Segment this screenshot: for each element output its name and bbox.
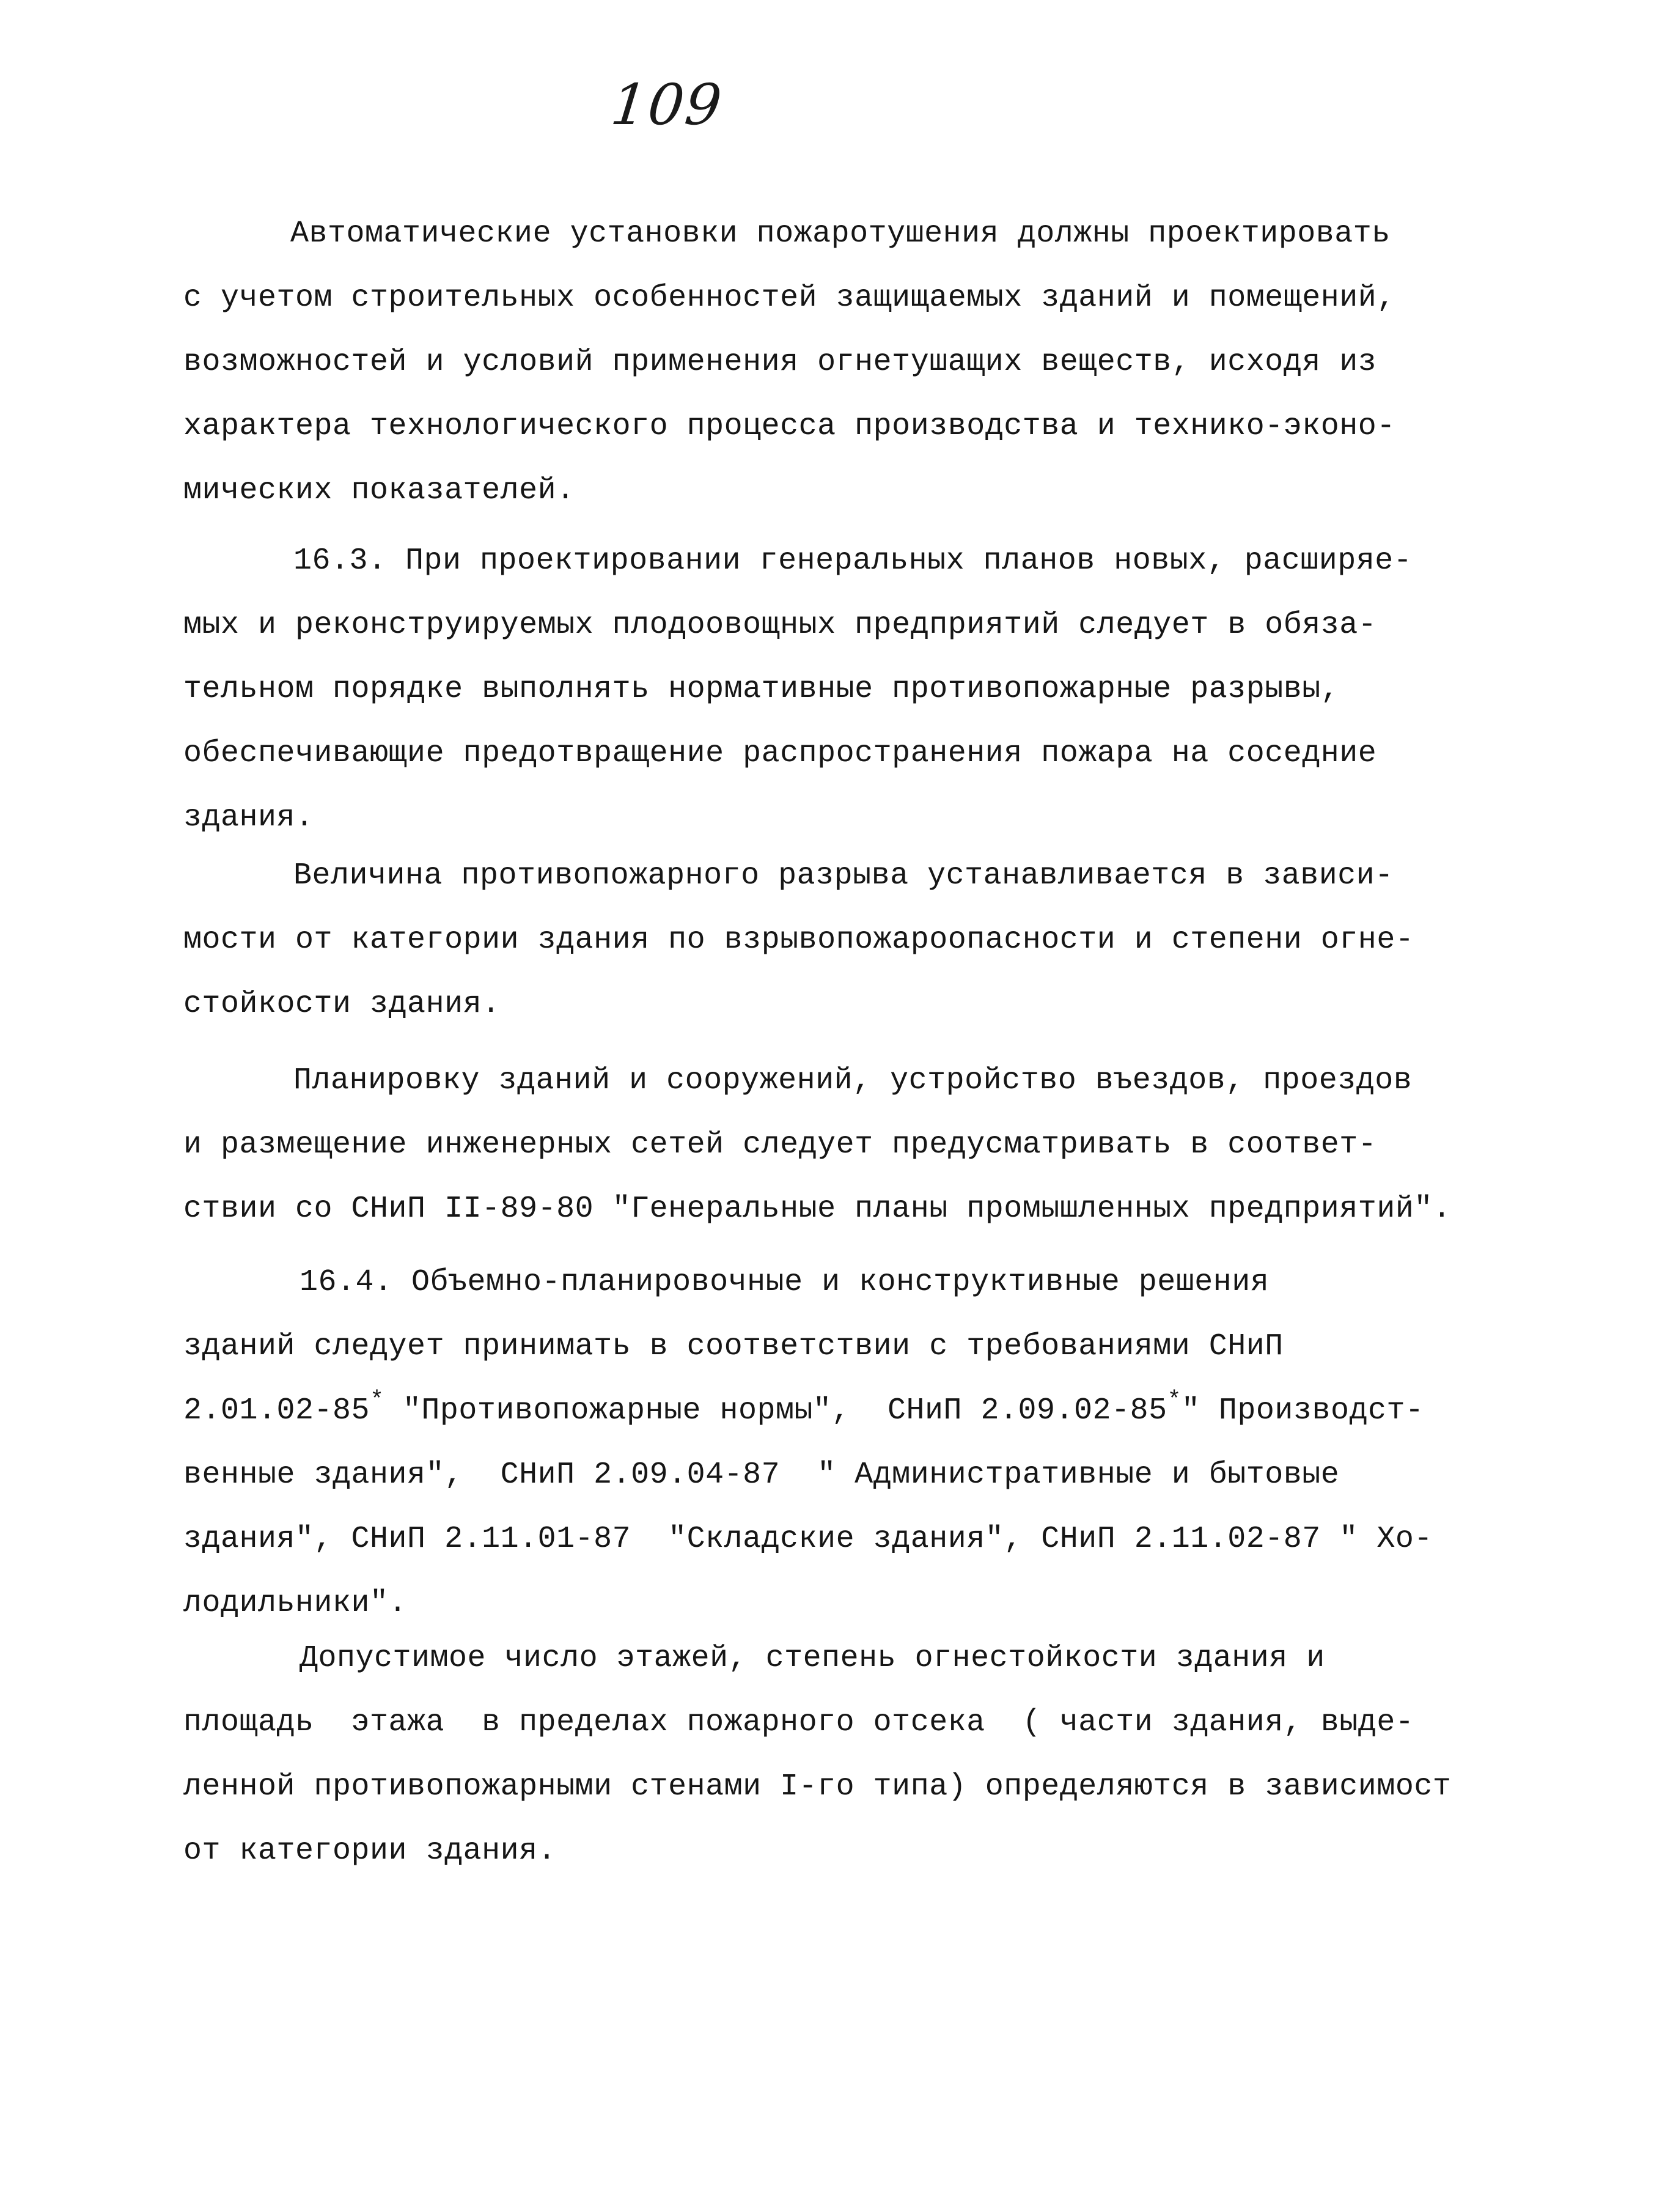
text-segment: 2.01.02-85 [183, 1393, 370, 1428]
text-line: характера технологического процесса производства и технико-эконо- [183, 409, 1395, 444]
text-line: ствии со СНиП II-89-80 "Генеральные планы промышленных предприятий". [183, 1192, 1452, 1226]
text-line: 16.4. Объемно-планировочные и конструктивные решения [300, 1265, 1270, 1300]
text-line: и размещение инженерных сетей следует предусматривать в соответ- [183, 1127, 1377, 1162]
asterisk-mark: * [1167, 1387, 1182, 1414]
paragraph-floors-and-fire-resistance [183, 1626, 1485, 1883]
text-line: мых и реконструируемых плодоовощных предприятий следует в обяза- [183, 608, 1377, 643]
text-line: здания", СНиП 2.11.01-87 "Складские здания", СНиП 2.11.02-87 " Хо- [183, 1522, 1433, 1557]
text-line: зданий следует принимать в соответствии с требованиями СНиП [183, 1329, 1284, 1364]
text-line: стойкости здания. [183, 987, 501, 1022]
text-line: от категории здания. [183, 1834, 557, 1868]
text-line: тельном порядке выполнять нормативные противопожарные разрывы, [183, 672, 1340, 707]
paragraph-16-3-fire-breaks [183, 529, 1485, 850]
text-line: 16.3. При проектировании генеральных планов новых, расширяе- [293, 544, 1413, 578]
page-number: 109 [608, 72, 726, 138]
asterisk-mark: * [370, 1387, 384, 1414]
text-line: Величина противопожарного разрыва устанавливается в зависи- [293, 858, 1394, 893]
paragraph-fire-extinguishing-design [183, 202, 1485, 523]
text-line: ленной противопожарными стенами I-го типа) определяются в зависимост [183, 1769, 1452, 1804]
text-line: возможностей и условий применения огнетушащих веществ, исходя из [183, 345, 1377, 380]
text-line: Планировку зданий и сооружений, устройство въездов, проездов [293, 1063, 1413, 1098]
text-line: Автоматические установки пожаротушения должны проектировать [290, 216, 1391, 251]
text-line: лодильники". [183, 1586, 408, 1621]
text-segment: " Производст- [1181, 1393, 1424, 1428]
text-line: венные здания", СНиП 2.09.04-87 " Административные и бытовые [183, 1458, 1340, 1492]
paragraph-16-4-planning-solutions [183, 1250, 1485, 1635]
paragraph-fire-break-size [183, 844, 1485, 1036]
text-line: Допустимое число этажей, степень огнестойкости здания и [300, 1641, 1325, 1676]
text-line: обеспечивающие предотвращение распространения пожара на соседние [183, 736, 1377, 771]
paragraph-site-layout [183, 1049, 1485, 1241]
text-line: здания. [183, 800, 314, 835]
text-line-with-footnote-marks [183, 1379, 1485, 1443]
text-line: площадь этажа в пределах пожарного отсека ( части здания, выде- [183, 1705, 1414, 1740]
text-segment: "Противопожарные нормы", СНиП 2.09.02-85 [384, 1393, 1167, 1428]
text-line: с учетом строительных особенностей защищаемых зданий и помещений, [183, 281, 1395, 315]
text-line: мических показателей. [183, 473, 575, 508]
text-line: мости от категории здания по взрывопожароопасности и степени огне- [183, 923, 1414, 957]
